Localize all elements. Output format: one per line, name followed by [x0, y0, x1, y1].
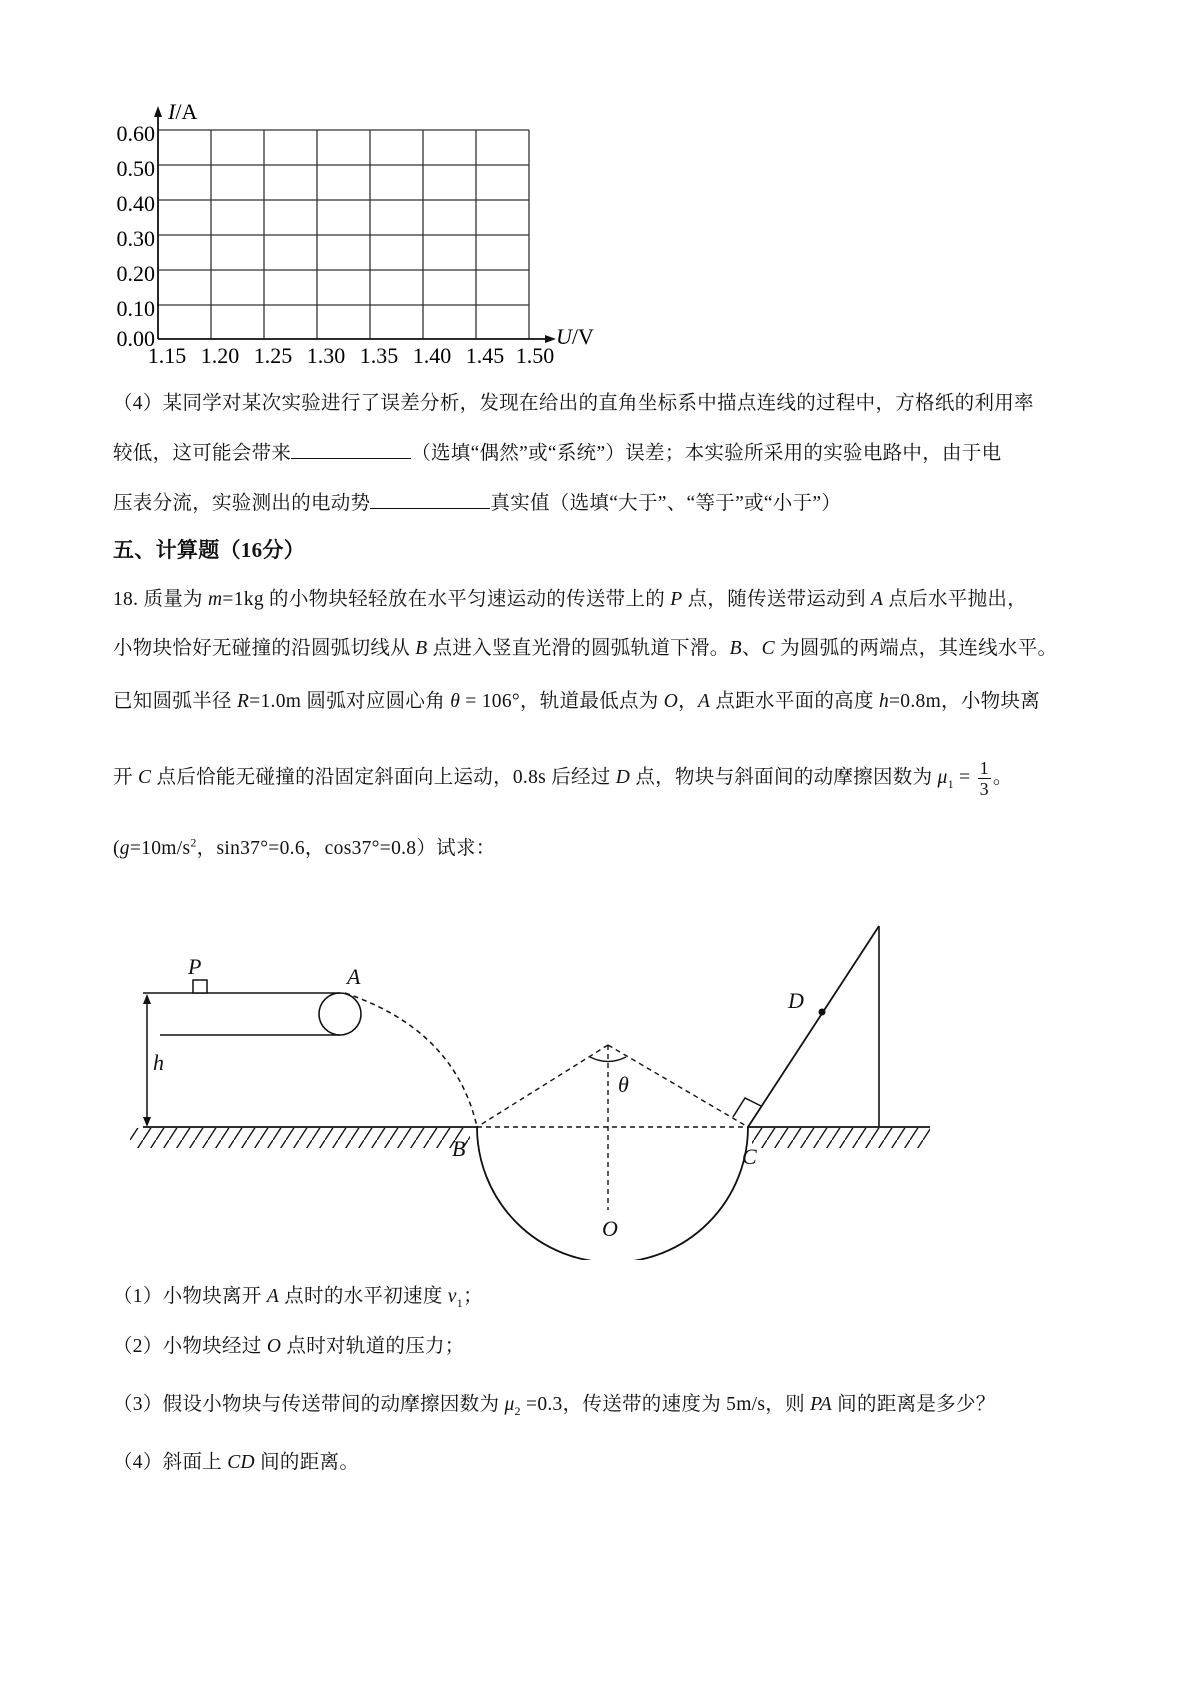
roller: [319, 993, 361, 1035]
svg-text:0.10: 0.10: [116, 296, 155, 321]
svg-text:1.40: 1.40: [412, 343, 452, 368]
svg-text:1.15: 1.15: [147, 343, 187, 368]
q4-line-1: （4）某同学对某次实验进行了误差分析，发现在给出的直角坐标系中描点连线的过程中，方格纸的利用率: [113, 393, 1034, 414]
svg-text:1.50: 1.50: [515, 343, 555, 368]
incline: [748, 926, 879, 1127]
svg-text:1.25: 1.25: [253, 343, 293, 368]
q4-line-2: 较低，这可能会带来 （选填“偶然”或“系统”）误差；本实验所采用的实验电路中，由于电: [113, 437, 1001, 465]
svg-text:0.30: 0.30: [116, 226, 155, 251]
x-axis-label: U/V: [556, 324, 594, 349]
svg-text:1.20: 1.20: [200, 343, 240, 368]
graph-grid: [158, 130, 529, 339]
problem-18-line-3: 已知圆弧半径 R=1.0m 圆弧对应圆心角 θ = 106°，轨道最低点为 O，A 点距水平面的高度 h=0.8m，小物块离: [113, 691, 1041, 712]
y-axis-arrow-icon: [154, 106, 162, 117]
ground: [130, 1127, 930, 1148]
svg-text:O: O: [602, 1216, 618, 1241]
svg-text:P: P: [188, 954, 202, 979]
svg-text:D: D: [788, 988, 804, 1013]
section-heading: 五、计算题（16分）: [113, 538, 305, 562]
block-p: [193, 980, 207, 993]
question-3: （3）假设小物块与传送带间的动摩擦因数为 $\mu_2 =0.3$，传送带的速度为 5m/s，则 PA 间的距离是多少？: [113, 1394, 996, 1418]
svg-text:1.35: 1.35: [359, 343, 399, 368]
question-1: （1）小物块离开 A 点时的水平初速度 $v_1$；: [113, 1286, 483, 1310]
x-tick-labels: [148, 343, 555, 368]
svg-text:0.00: 0.00: [116, 326, 155, 351]
svg-text:1.45: 1.45: [465, 343, 505, 368]
problem-18-line-1: 18. 质量为 m=1kg 的小物块轻轻放在水平匀速运动的传送带上的 P 点，随传送带运动到 A 点后水平抛出，: [113, 589, 1028, 610]
svg-text:1.30: 1.30: [306, 343, 346, 368]
svg-text:0.60: 0.60: [116, 121, 155, 146]
conveyor-arc-incline-diagram: [0, 900, 1200, 1260]
svg-text:B: B: [452, 1136, 466, 1161]
y-tick-labels: [117, 121, 156, 351]
i-u-graph: [0, 0, 620, 370]
svg-text:0.40: 0.40: [116, 191, 155, 216]
svg-text:C: C: [742, 1144, 757, 1169]
fraction-one-third: $\frac{1}{3}$: [979, 758, 989, 799]
question-4: （4）斜面上 CD 间的距离。: [113, 1452, 360, 1473]
svg-text:A: A: [347, 964, 361, 989]
answer-blank-error-type[interactable]: [291, 440, 411, 459]
problem-18-line-5: ($g=10m/s^2$，sin37°=0.6，cos37°=0.8）试求：: [113, 835, 496, 859]
svg-text:h: h: [153, 1050, 164, 1075]
point-d: [819, 1009, 826, 1016]
problem-18-line-4: 开 C 点后恰能无碰撞的沿固定斜面向上运动，0.8s 后经过 D 点，物块与斜面间的动摩擦因数为 $\mu_1$ = $\frac{1}{3}$ 。: [113, 758, 1013, 799]
x-axis-arrow-icon: [545, 335, 556, 343]
conveyor-belt: [143, 993, 361, 1035]
question-2: （2）小物块经过 O 点时对轨道的压力；: [113, 1336, 465, 1357]
answer-blank-emf-comparison[interactable]: [370, 490, 490, 509]
q4-line-3: 压表分流，实验测出的电动势 真实值（选填“大于”、“等于”或“小于”）: [113, 487, 841, 515]
y-axis-label: I/A: [168, 99, 198, 124]
problem-18-line-2: 小物块恰好无碰撞的沿圆弧切线从 B 点进入竖直光滑的圆弧轨道下滑。B、C 为圆弧的两端点，其连线水平。: [113, 638, 1058, 659]
svg-text:0.20: 0.20: [116, 261, 155, 286]
svg-text:0.50: 0.50: [116, 156, 155, 181]
projectile-trajectory: [345, 993, 477, 1127]
svg-text:θ: θ: [618, 1072, 629, 1097]
